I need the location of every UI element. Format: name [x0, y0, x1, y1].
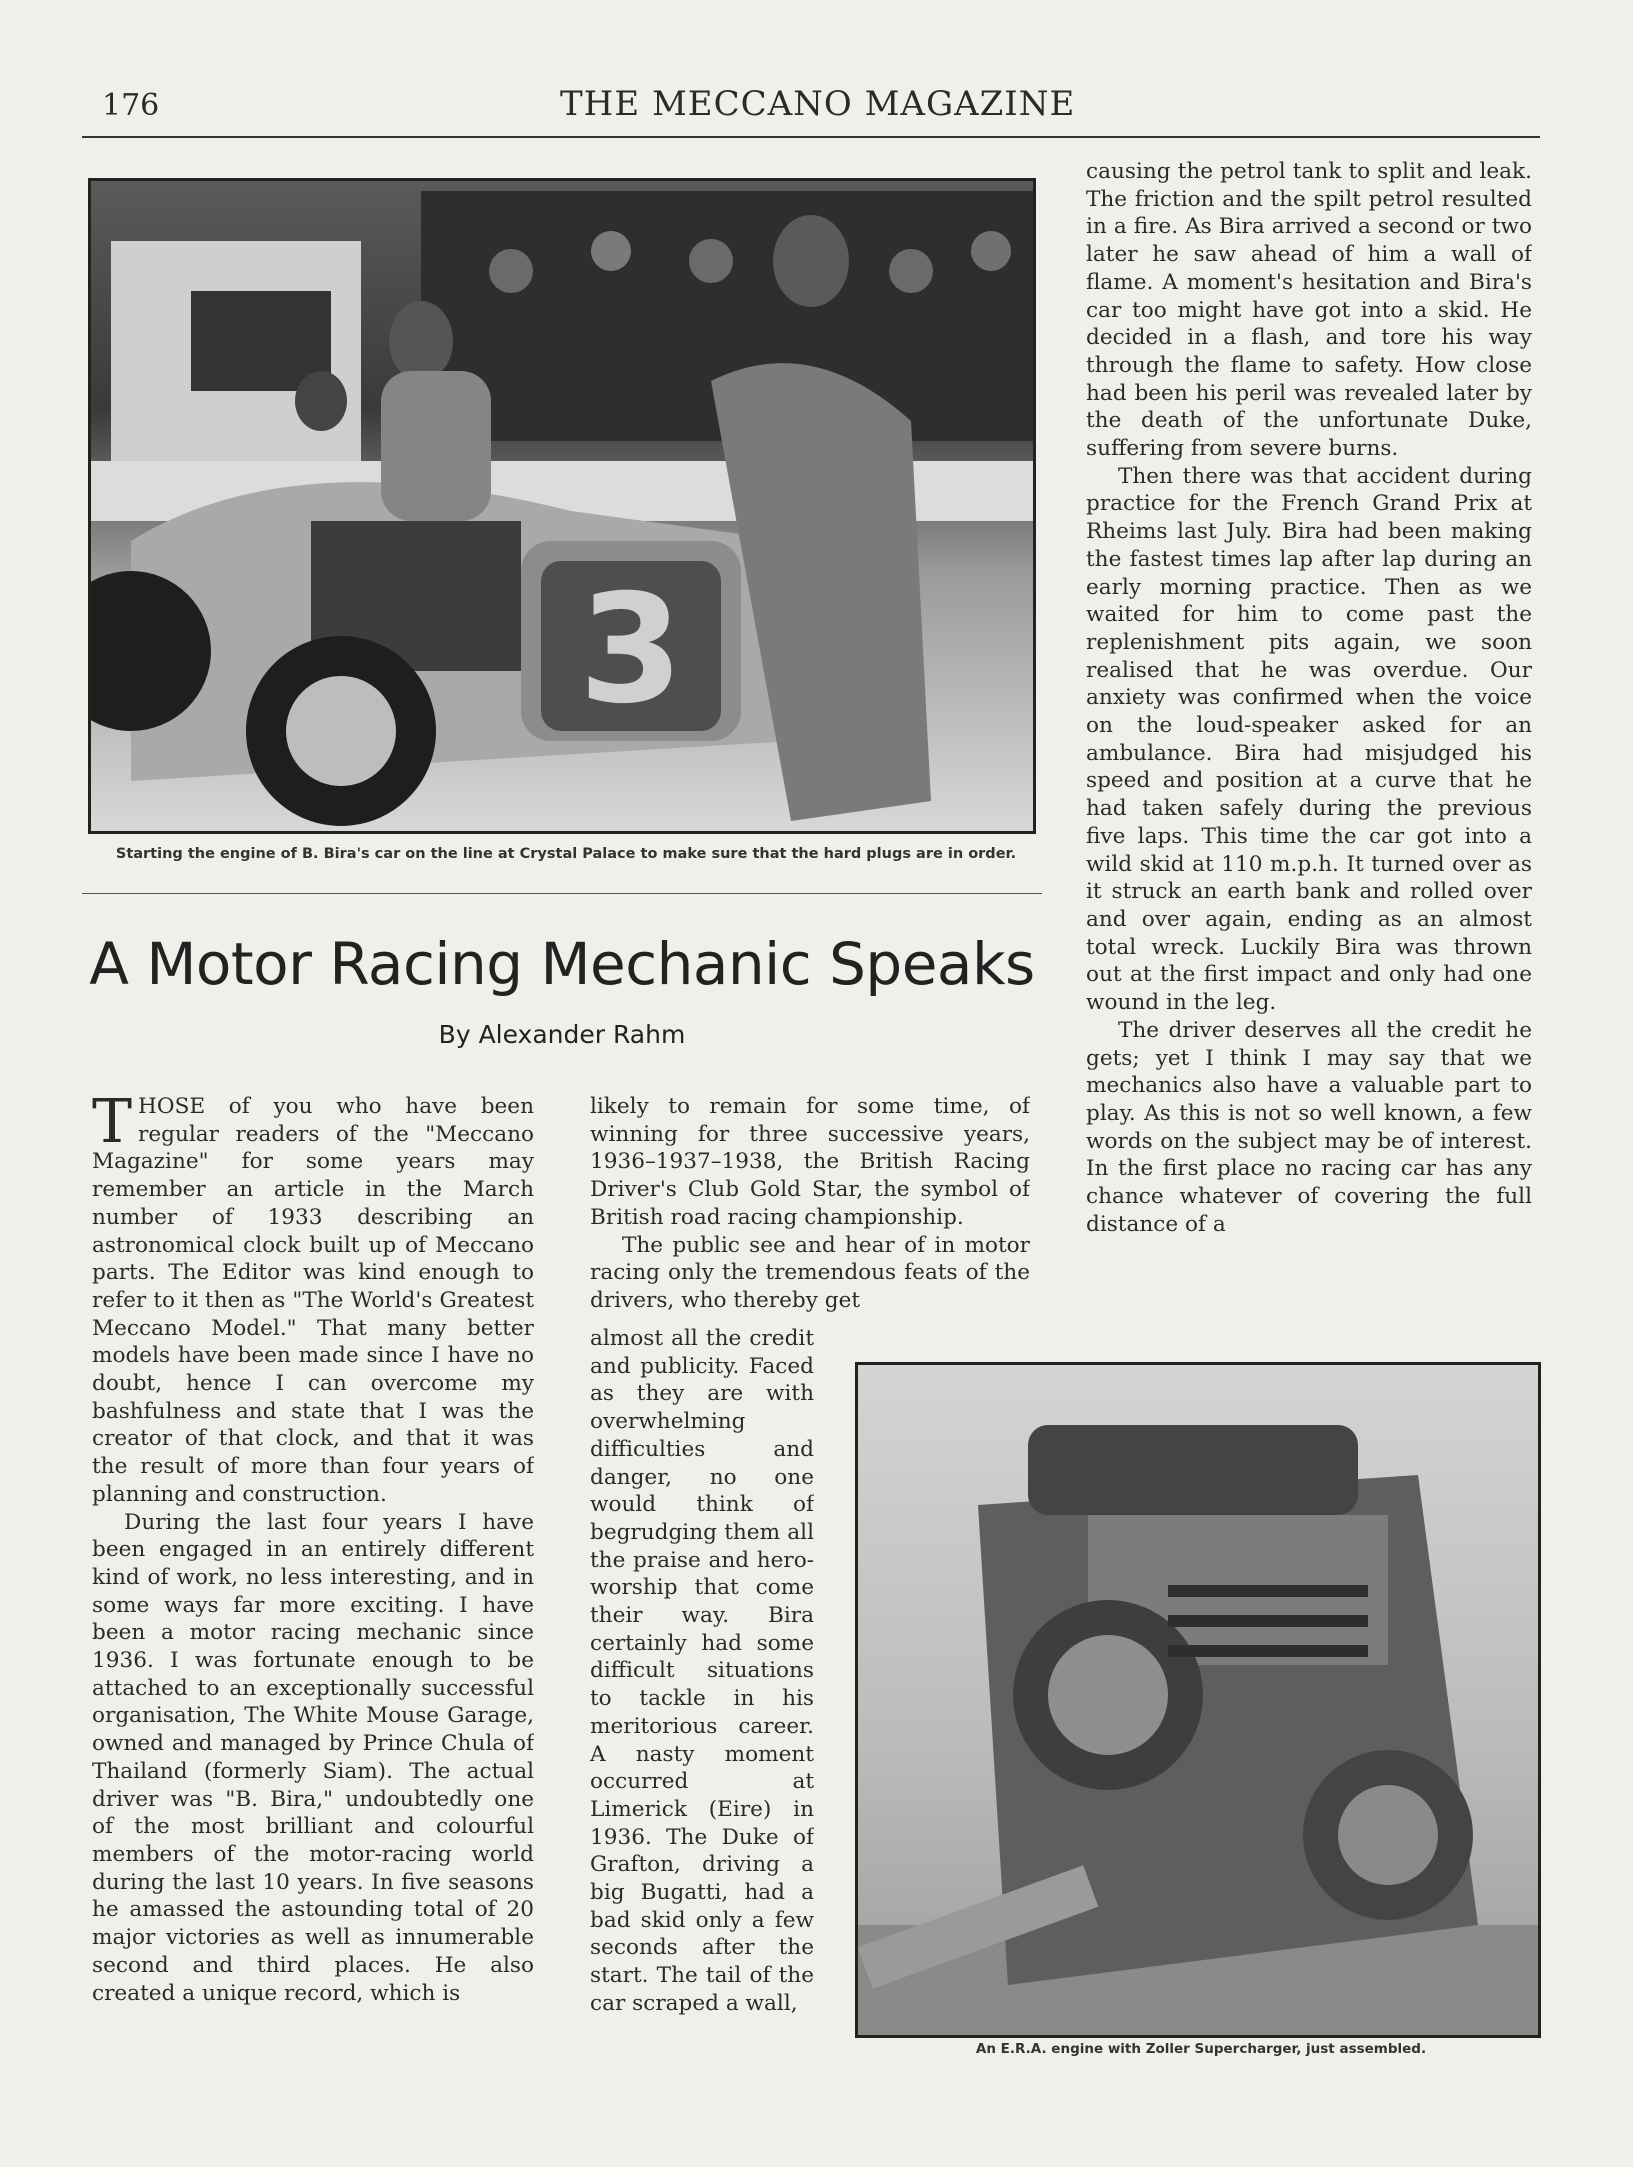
article-column-2: [590, 1093, 1030, 1325]
section-rule: [82, 893, 1042, 894]
svg-text:3: 3: [578, 563, 684, 737]
article-column-3: [1086, 158, 1532, 1328]
article-paragraph: almost all the credit and publicity. Faced as they are with overwhelming difficulties and danger, no one would think of begrudging them all the praise and hero-worship that come their way. Bira certainly had some difficult situations to tackle in his meritorious career. A nasty moment occurred at Limerick (Eire) in 1936. The Duke of Grafton, driving a big Bugatti, had a bad skid only a few seconds after the start. The tail of the car scraped a wall,: [590, 1326, 814, 2016]
race-car-photo: [88, 178, 1036, 834]
article-byline: By Alexander Rahm: [438, 1020, 686, 1049]
article-title: A Motor Racing Mechanic Speaks: [89, 930, 1035, 998]
article-paragraph: likely to remain for some time, of winning for three successive years, 1936–1937–1938, the British Racing Driver's Club Gold Star, the symbol of British road racing championship.: [590, 1094, 1030, 1230]
engine-photo-caption: An E.R.A. engine with Zoller Supercharger, just assembled.: [975, 2041, 1427, 2057]
race-car-photo-image: [91, 181, 1033, 831]
magazine-title: THE MECCANO MAGAZINE: [560, 84, 1076, 124]
engine-photo-image: [858, 1365, 1538, 2035]
article-paragraph: During the last four years I have been engaged in an entirely different kind of work, no less interesting, and in some ways far more exciting. I have been a motor racing mechanic since 1936. I was fortunate enough to be attached to an exceptionally successful organisation, The White Mouse Garage, owned and managed by Prince Chula of Thailand (formerly Siam). The actual driver was "B. Bira," undoubtedly one of the most brilliant and colourful members of the motor-racing world during the last 10 years. In five seasons he amassed the astounding total of 20 major victories as well as innumerable second and third places. He also created a unique record, which is: [92, 1509, 534, 2006]
article-paragraph: Then there was that accident during practice for the French Grand Prix at Rheims last July. Bira had been making the fastest times lap after lap during an early morning practice. Then as we waited for him to come past the replenishment pits again, we soon realised that he was overdue. Our anxiety was confirmed when the voice on the loud-speaker asked for an ambulance. Bira had misjudged his speed and position at a curve that he had taken safely during the previous five laps. This time the car got into a wild skid at 110 m.p.h. It turned over as it struck an earth bank and rolled over and over again, ending as an almost total wreck. Luckily Bira was thrown out at the first impact and only had one wound in the leg.: [1086, 463, 1532, 1016]
article-paragraph: THOSE of you who have been regular readers of the "Meccano Magazine" for some years may remember an article in the March number of 1933 describing an astronomical clock built up of Meccano parts. The Editor was kind enough to refer to it then as "The World's Greatest Meccano Model." That many better models have been made since I have no doubt, hence I can overcome my bashfulness and state that I was the creator of that clock, and that it was the result of more than four years of planning and construction.: [92, 1093, 534, 1507]
article-column-1: [92, 1093, 534, 2068]
header-rule: [82, 136, 1540, 138]
engine-photo: [855, 1362, 1541, 2038]
article-paragraph: The driver deserves all the credit he gets; yet I think I may say that we mechanics also have a valuable part to play. As this is not so well known, a few words on the subject may be of interest. In the first place no racing car has any chance whatever of covering the full distance of a: [1086, 1017, 1532, 1237]
article-column-2-narrow: [590, 1325, 814, 2070]
drop-cap: T: [92, 1093, 133, 1157]
page-number: 176: [102, 88, 160, 123]
race-car-photo-caption: Starting the engine of B. Bira's car on the line at Crystal Palace to make sure that the hard plugs are in order.: [115, 846, 1017, 862]
article-paragraph: causing the petrol tank to split and leak. The friction and the spilt petrol resulted in a fire. As Bira arrived a second or two later he saw ahead of him a wall of flame. A moment's hesitation and Bira's car too might have got into a skid. He decided in a flash, and tore his way through the flame to safety. How close had been his peril was revealed later by the death of the unfortunate Duke, suffering from severe burns.: [1086, 159, 1532, 462]
article-paragraph: The public see and hear of in motor racing only the tremendous feats of the drivers, who thereby get: [590, 1232, 1030, 1313]
